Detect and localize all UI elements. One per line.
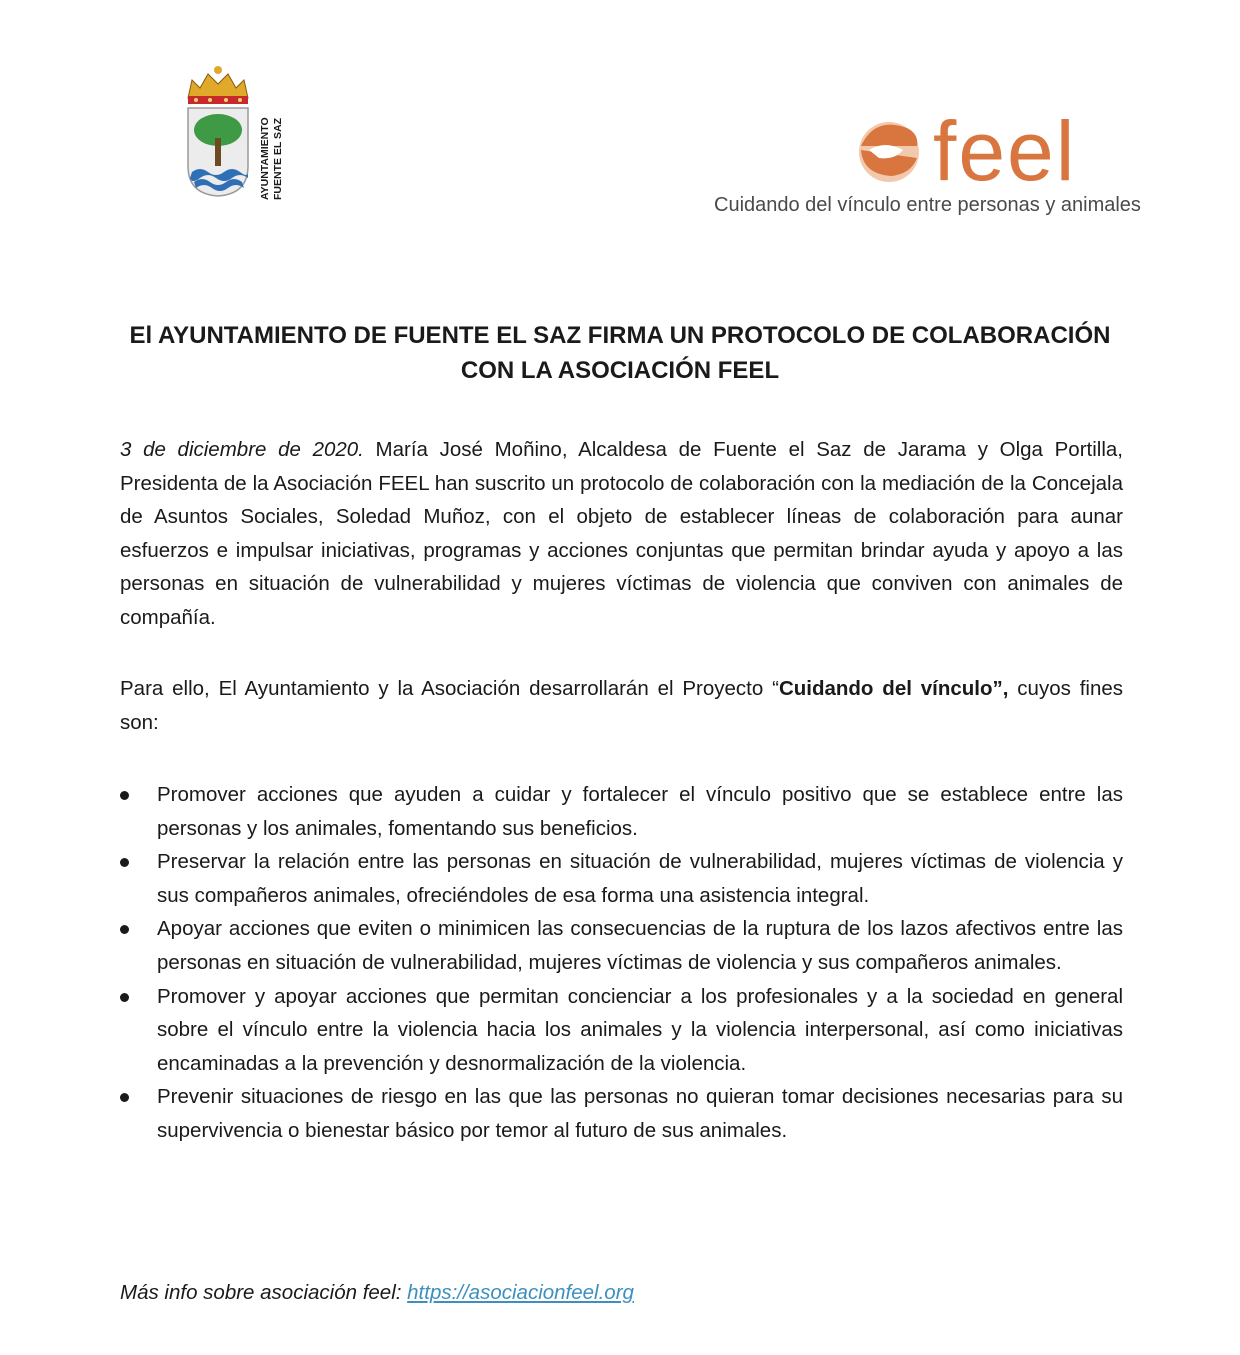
intro-paragraph	[120, 433, 1123, 635]
bullet-icon	[120, 925, 129, 934]
project-text-before: Para ello, El Ayuntamiento y la Asociación desarrollarán el Proyecto “	[120, 677, 779, 700]
project-text-after: cuyos fines son:	[120, 677, 1124, 734]
bullet-icon	[120, 858, 129, 867]
list-item-text: Promover y apoyar acciones que permitan concienciar a los profesionales y a la sociedad en general sobre el vínculo entre la violencia hacia los animales y la violencia interpersonal, así como iniciativas encaminadas a la prevención y desnormalización de la violencia.	[157, 984, 1123, 1075]
bullet-icon	[120, 1093, 129, 1102]
project-paragraph	[120, 672, 1123, 739]
title-line-2: CON LA ASOCIACIÓN FEEL	[460, 357, 780, 384]
list-item	[120, 1080, 1123, 1147]
release-date: 3 de diciembre de 2020.	[120, 438, 364, 461]
crest-caption-line2: FUENTE EL SAZ	[272, 117, 284, 200]
bullet-icon	[120, 791, 129, 800]
list-item	[120, 912, 1123, 979]
intro-text: María José Moñino, Alcaldesa de Fuente el Saz de Jarama y Olga Portilla, Presidenta de la Asociación FEEL han suscrito un protocolo de colaboración con la mediación de la Concejala de Asuntos Sociales, Soledad Muñoz, con el objeto de establecer líneas de colaboración para aunar esfuerzos e impulsar iniciativas, programas y acciones conjuntas que permitan brindar ayuda y apoyo a las personas en situación de vulnerabilidad y mujeres víctimas de violencia que conviven con animales de compañía.	[120, 438, 1123, 629]
ayuntamiento-crest-logo	[182, 62, 254, 202]
list-item	[120, 980, 1123, 1081]
project-name: Cuidando del vínculo”,	[778, 677, 1009, 700]
list-item	[120, 778, 1123, 845]
footer-info	[120, 1278, 634, 1308]
page-title	[100, 318, 1140, 388]
list-item-text: Apoyar acciones que eviten o minimicen las consecuencias de la ruptura de los lazos afectivos entre las personas en situación de vulnerabilidad, mujeres víctimas de violencia y sus compañeros animales.	[157, 917, 1123, 974]
title-line-1: El AYUNTAMIENTO DE FUENTE EL SAZ FIRMA UN PROTOCOLO DE COLABORACIÓN	[129, 322, 1111, 349]
aims-list	[120, 778, 1123, 1148]
feel-tagline: Cuidando del vínculo entre personas y animales	[714, 194, 1141, 216]
feel-association-logo	[855, 106, 1130, 192]
brand-name: feel	[933, 106, 1077, 192]
crest-caption-line1: AYUNTAMIENTO	[259, 117, 271, 200]
footer-label: Más info sobre asociación feel:	[120, 1281, 408, 1304]
crest-caption	[254, 84, 286, 200]
bullet-icon	[120, 993, 129, 1002]
list-item-text: Prevenir situaciones de riesgo en las que las personas no quieran tomar decisiones necesarias para su supervivencia o bienestar básico por temor al futuro de sus animales.	[157, 1085, 1123, 1142]
list-item	[120, 845, 1123, 912]
list-item-text: Promover acciones que ayuden a cuidar y fortalecer el vínculo positivo que se establece entre las personas y los animales, fomentando sus beneficios.	[157, 783, 1123, 840]
list-item-text: Preservar la relación entre las personas en situación de vulnerabilidad, mujeres víctimas de violencia y sus compañeros animales, ofreciéndoles de esa forma una asistencia integral.	[157, 850, 1123, 907]
website-link[interactable]: https://asociacionfeel.org	[407, 1281, 634, 1304]
